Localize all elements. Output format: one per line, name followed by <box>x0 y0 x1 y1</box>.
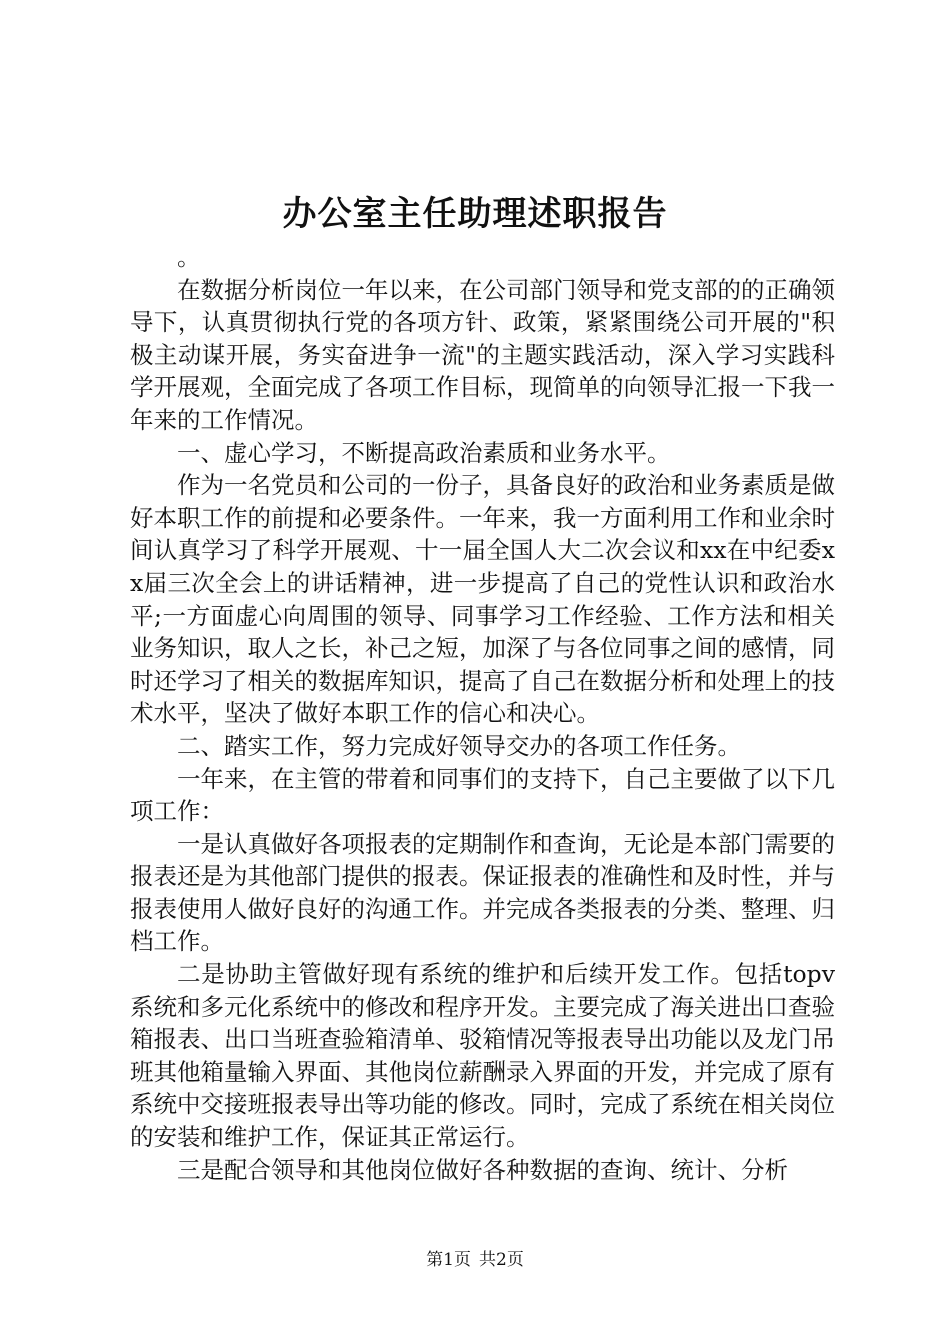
paragraph-work-intro: 一年来，在主管的带着和同事们的支持下，自己主要做了以下几项工作： <box>130 764 835 826</box>
paragraph-work-item-2: 二是协助主管做好现有系统的维护和后续开发工作。包括topv系统和多元化系统中的修改和程序开发。主要完成了海关进出口查验箱报表、出口当班查验箱清单、驳箱情况等报表导出功能以及龙门吊班其他箱量输入界面、其他岗位薪酬录入界面的开发，并完成了原有系统中交接班报表导出等功能的修改。同时，完成了系统在相关岗位的安装和维护工作，保证其正常运行。 <box>130 960 835 1152</box>
paragraph-intro: 在数据分析岗位一年以来，在公司部门领导和党支部的的正确领导下，认真贯彻执行党的各项方针、政策，紧紧围绕公司开展的"积极主动谋开展，务实奋进争一流"的主题实践活动，深入学习实践科学开展观，全面完成了各项工作目标，现简单的向领导汇报一下我一年来的工作情况。 <box>130 275 835 434</box>
document-title: 办公室主任助理述职报告 <box>282 194 668 234</box>
paragraph-fragment: 。 <box>177 243 201 271</box>
paragraph-work-item-1: 一是认真做好各项报表的定期制作和查询，无论是本部门需要的报表还是为其他部门提供的报表。保证报表的准确性和及时性，并与报表使用人做好良好的沟通工作。并完成各类报表的分类、整理、归档工作。 <box>130 829 835 956</box>
page-footer <box>0 1245 950 1270</box>
section-heading-1: 一、虚心学习，不断提高政治素质和业务水平。 <box>177 438 671 467</box>
paragraph-work-item-3: 三是配合领导和其他岗位做好各种数据的查询、统计、分析 <box>177 1155 788 1184</box>
document-body <box>130 241 835 1186</box>
page-total: 共2页 <box>479 1250 524 1270</box>
page-number: 第1页 <box>426 1250 471 1270</box>
section-heading-2: 二、踏实工作，努力完成好领导交办的各项工作任务。 <box>177 731 741 760</box>
paragraph-study: 作为一名党员和公司的一份子，具备良好的政治和业务素质是做好本职工作的前提和必要条件。一年来，我一方面利用工作和业余时间认真学习了科学开展观、十一届全国人大二次会议和xx在中纪委xx届三次全会上的讲话精神，进一步提高了自己的党性认识和政治水平;一方面虚心向周围的领导、同事学习工作经验、工作方法和相关业务知识，取人之长，补己之短，加深了与各位同事之间的感情，同时还学习了相关的数据库知识，提高了自己在数据分析和处理上的技术水平，坚决了做好本职工作的信心和决心。 <box>130 471 835 728</box>
